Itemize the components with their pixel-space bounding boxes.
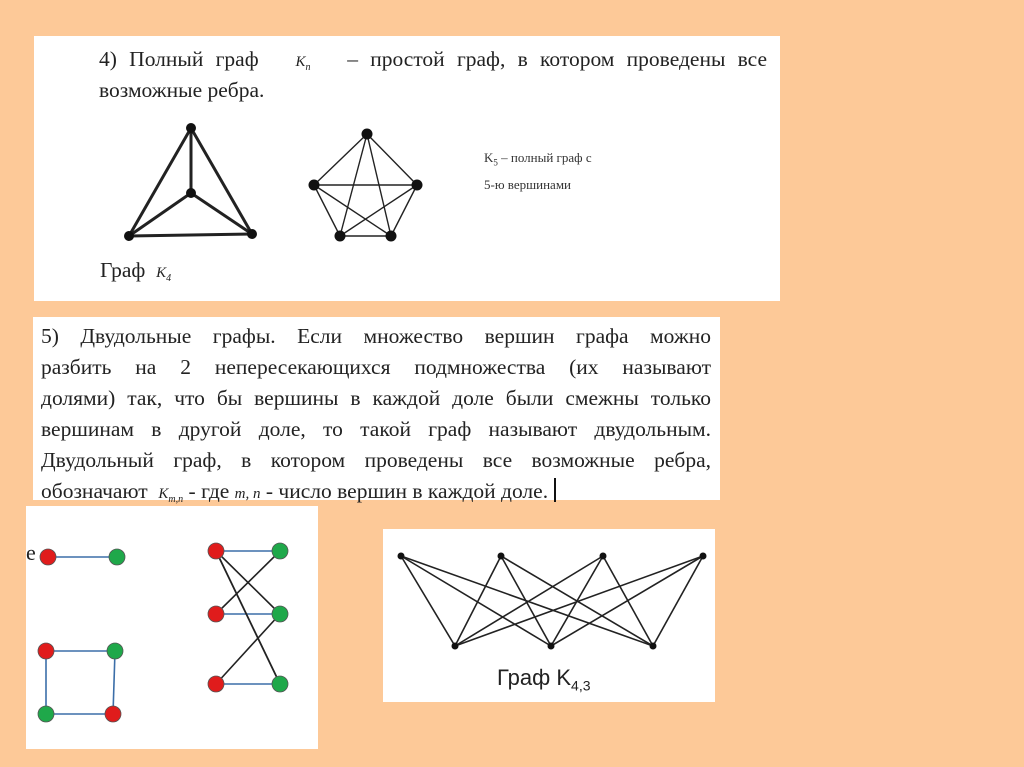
k5-note-line-2: 5-ю вершинами xyxy=(484,176,572,192)
bipartite-panel xyxy=(33,317,720,505)
bipartite-examples-panel xyxy=(26,506,318,749)
k5-note-line-1: $K_5$ – полный граф с xyxy=(484,150,592,168)
complete-graph-panel xyxy=(34,36,780,301)
bipartite-examples xyxy=(26,506,318,749)
bipartite-line-5: Двудольный граф, в котором проведены все возможные ребра, xyxy=(41,448,711,472)
k4-caption: Граф $K_4$ xyxy=(100,258,172,284)
bipartite-line-4: вершинам в другой доле, то такой граф называют двудольным. xyxy=(41,417,711,441)
k5-note xyxy=(484,147,592,196)
bipartite-line-2: разбить на 2 непересекающихся подмножества (их называют xyxy=(41,355,711,379)
definition-line-1: 4) Полный граф $K_n$ – простой граф, в котором проведены все xyxy=(99,47,768,73)
k43-panel xyxy=(383,529,715,702)
text-cursor xyxy=(554,478,556,502)
bipartite-line-6: обозначают $K_{m,n}$ - где m, n - число вершин в каждой доле. xyxy=(41,476,711,507)
bipartite-line-3: долями) так, что бы вершины в каждой доле были смежны только xyxy=(41,386,711,410)
bipartite-definition xyxy=(41,321,711,507)
bipartite-line-1: 5) Двудольные графы. Если множество вершин графа можно xyxy=(41,324,711,348)
cut-off-letter: e xyxy=(26,540,36,565)
k43-caption: Граф $K_{4,3}$ xyxy=(497,665,591,694)
definition-line-2: возможные ребра. xyxy=(99,78,265,102)
